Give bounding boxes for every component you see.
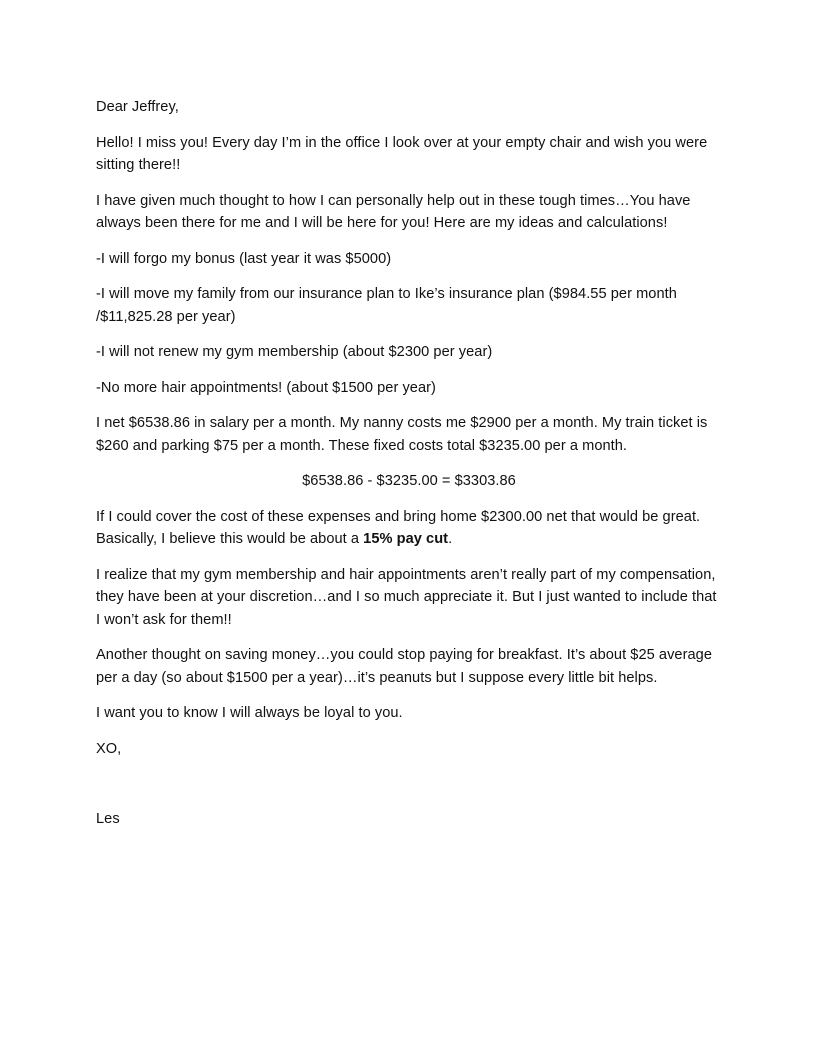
list-item-gym: -I will not renew my gym membership (about $2300 per year) xyxy=(96,344,493,360)
breakfast-paragraph: Another thought on saving money…you could stop paying for breakfast. It’s about $25 average per a day (so about $1500 per a year)…it’s peanuts but I suppose every little bit helps. xyxy=(96,647,712,686)
list-item-hair: -No more hair appointments! (about $1500 per year) xyxy=(96,379,436,396)
pay-cut-paragraph xyxy=(96,506,722,551)
signature: Les xyxy=(96,811,120,827)
closing: XO, xyxy=(96,740,122,757)
equation-line: $6538.86 - $3235.00 = $3303.86 xyxy=(302,473,516,489)
list-item-insurance: -I will move my family from our insurance plan to Ike’s insurance plan ($984.55 per month /$11,825.28 per year) xyxy=(96,286,677,325)
discretion-paragraph: I realize that my gym membership and hair appointments aren’t really part of my compensation, they have been at your discretion…and I so much appreciate it. But I just wanted to include that I won’t ask for them!! xyxy=(96,566,717,628)
pay-cut-text-before: If I could cover the cost of these expenses and bring home $2300.00 net that would be great. Basically, I believe this would be about a xyxy=(96,508,701,547)
pay-cut-emphasis: 15% pay cut xyxy=(363,531,449,547)
loyalty-paragraph: I want you to know I will always be loyal to you. xyxy=(96,705,403,721)
list-item-bonus: -I will forgo my bonus (last year it was $5000) xyxy=(96,250,392,267)
pay-cut-text-after: . xyxy=(448,531,453,547)
salutation: Dear Jeffrey, xyxy=(96,99,179,115)
letter-body xyxy=(96,96,722,844)
costs-paragraph: I net $6538.86 in salary per a month. My nanny costs me $2900 per a month. My train ticket is $260 and parking $75 per a month. These fixed costs total $3235.00 per a month. xyxy=(96,415,708,454)
greeting-paragraph: Hello! I miss you! Every day I’m in the office I look over at your empty chair and wish you were sitting there!! xyxy=(96,134,708,173)
intro-paragraph: I have given much thought to how I can personally help out in these tough times…You have always been there for me and I will be here for you! Here are my ideas and calculations! xyxy=(96,192,691,231)
